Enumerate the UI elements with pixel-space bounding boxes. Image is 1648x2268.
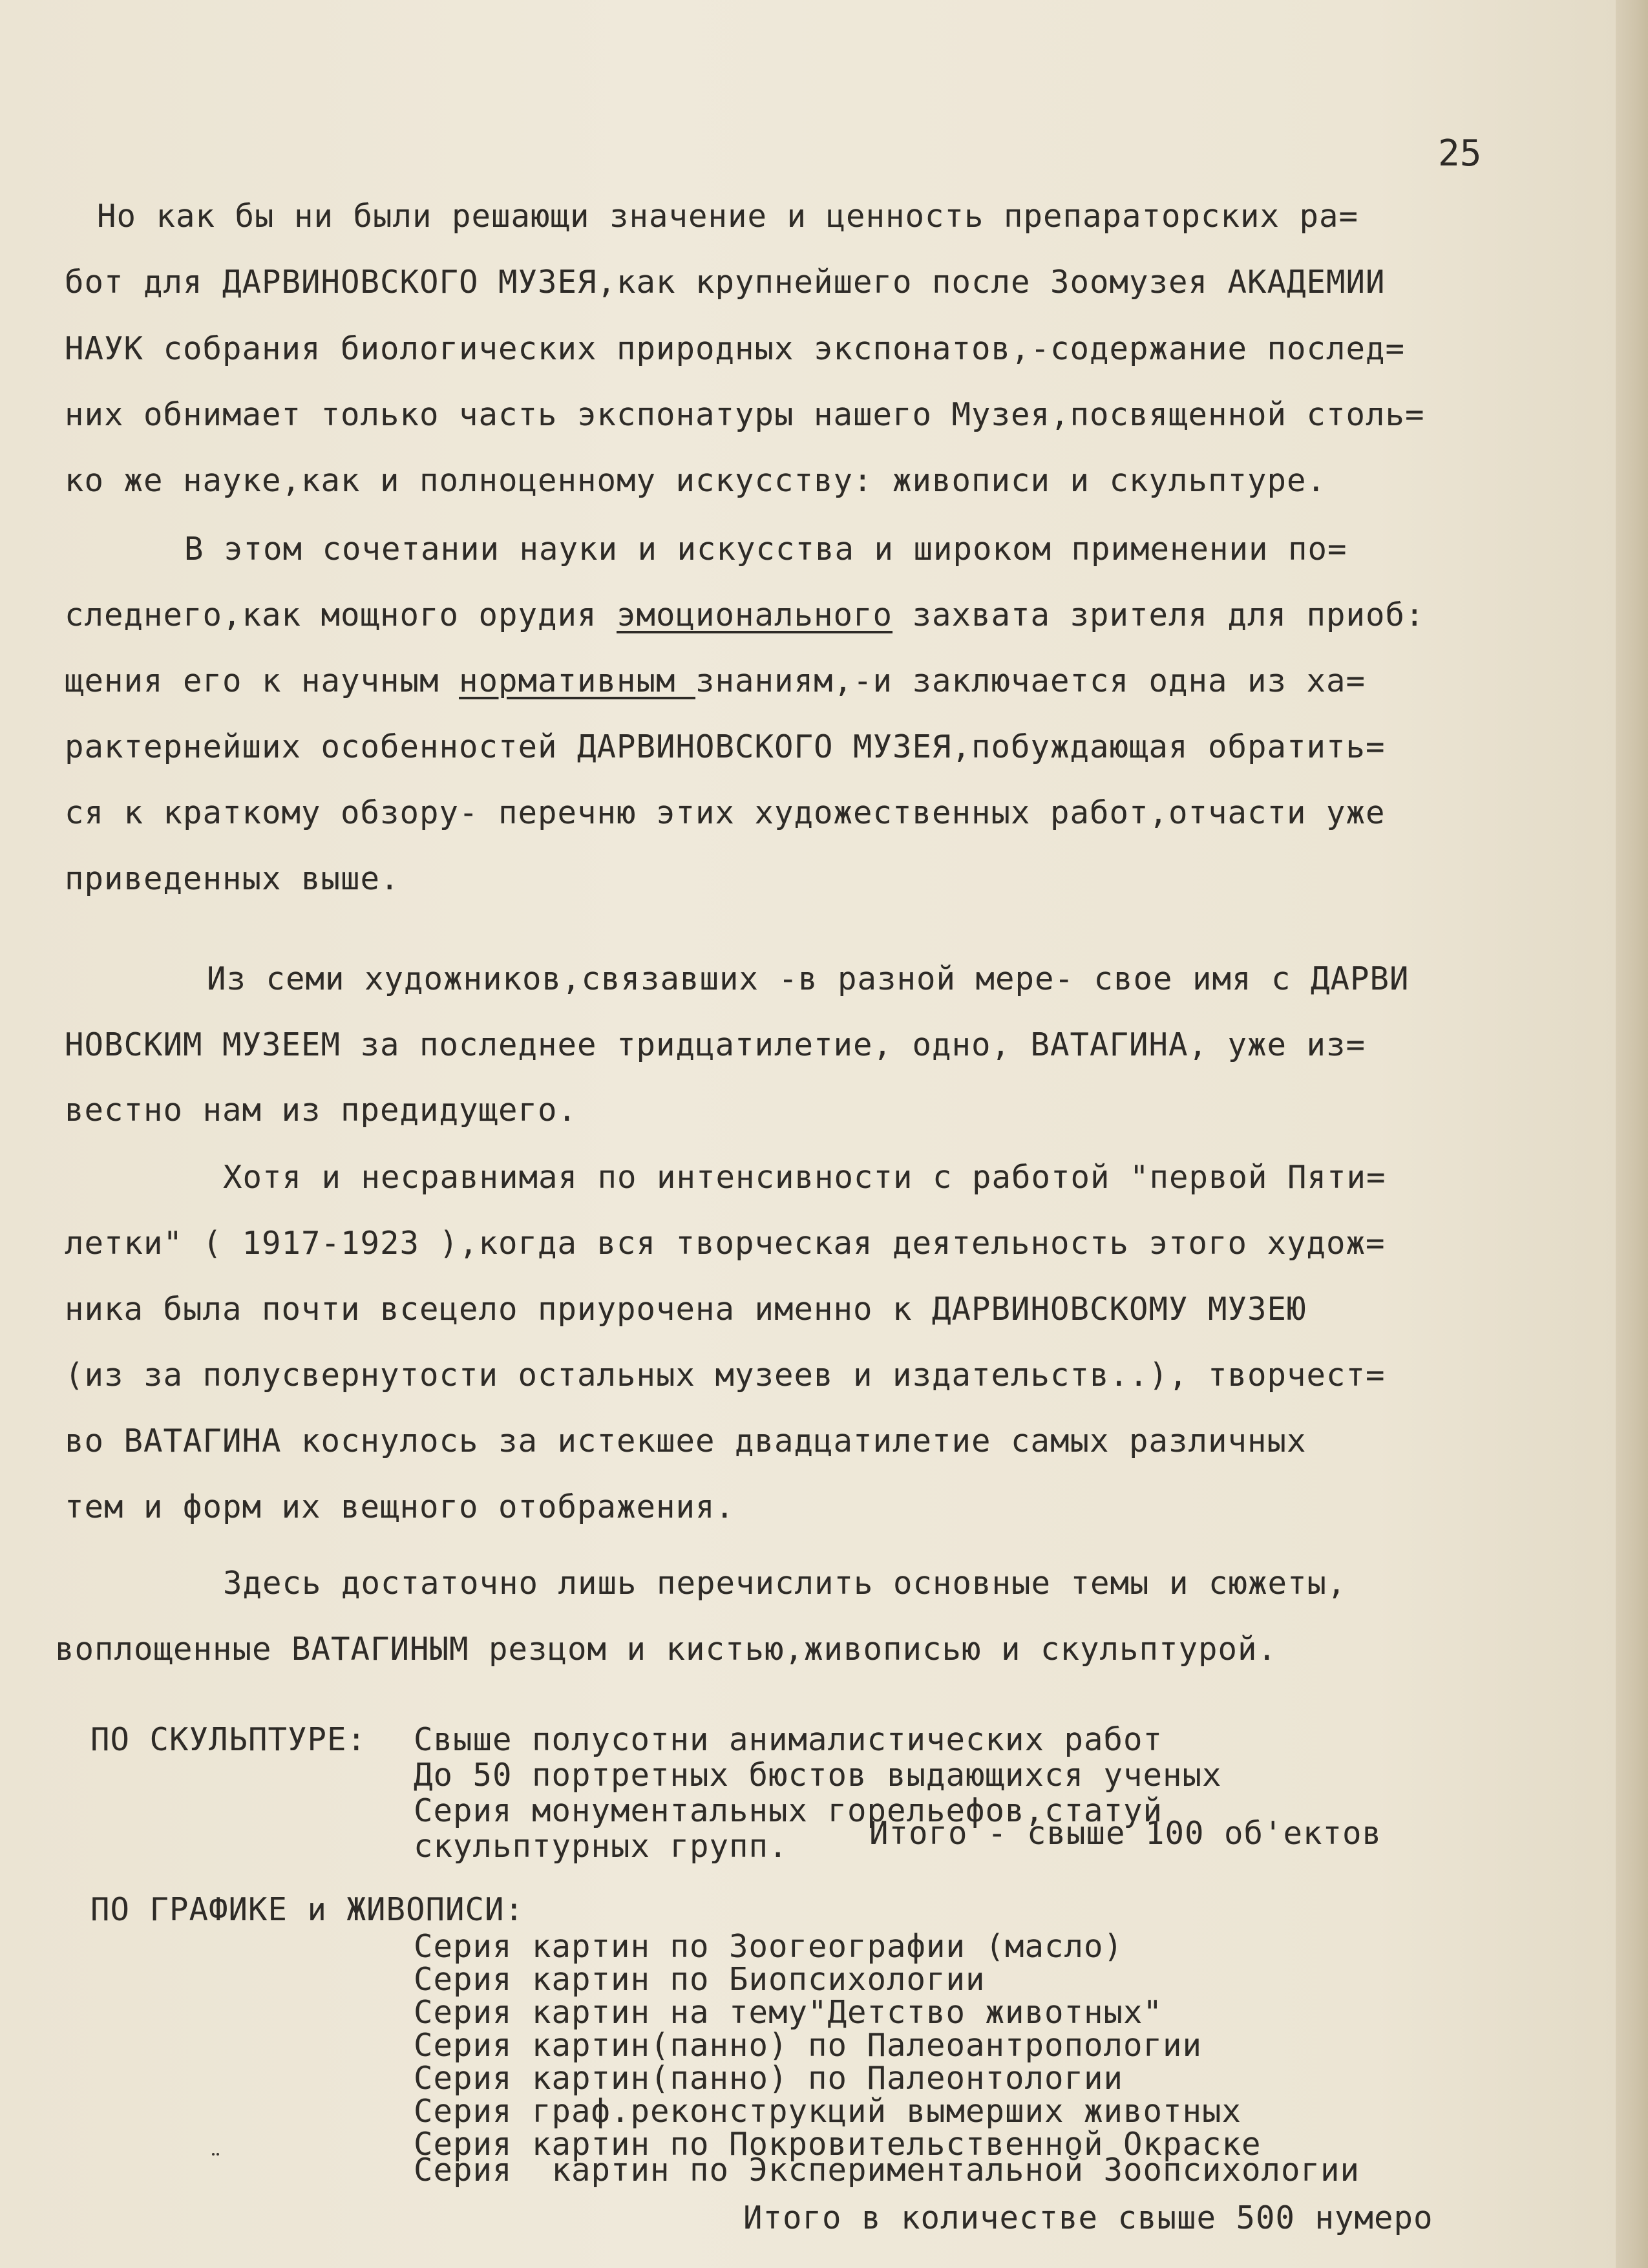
graphics-item: Серия картин по Зоогеографии (масло): [414, 1928, 1124, 1965]
graphics-item: Серия картин(панно) по Палеонтологии: [414, 2060, 1124, 2097]
text-line: Хотя и несравнимая по интенсивности с работой "первой Пяти=: [223, 1159, 1386, 1196]
text-line: бот для ДАРВИНОВСКОГО МУЗЕЯ,как крупнейшего после Зоомузея АКАДЕМИИ: [65, 264, 1386, 301]
text-line: рактернейших особенностей ДАРВИНОВСКОГО МУЗЕЯ,побуждающая обратить=: [65, 728, 1386, 765]
text-line: во ВАТАГИНА коснулось за истекшее двадцатилетие самых различных: [65, 1423, 1307, 1459]
text-line: вестно нам из предидущего.: [65, 1092, 578, 1129]
text-line: них обнимает только часть экспонатуры нашего Музея,посвященной столь=: [65, 396, 1425, 433]
text-line: Здесь достаточно лишь перечислить основные темы и сюжеты,: [223, 1565, 1347, 1602]
text-line: Из семи художников,связавших -в разной мере- свое имя с ДАРВИ: [207, 960, 1410, 997]
text-line: летки" ( 1917-1923 ),когда вся творческая деятельность этого худож=: [65, 1225, 1386, 1262]
text-line: В этом сочетании науки и искусства и широком применении по=: [184, 531, 1347, 567]
text-line: НОВСКИМ МУЗЕЕМ за последнее тридцатилетие, одно, ВАТАГИНА, уже из=: [65, 1026, 1366, 1063]
text-segment: щения его к научным: [65, 662, 460, 699]
text-line: Но как бы ни были решающи значение и ценность препараторских ра=: [97, 198, 1359, 235]
sculpture-item: Свыше полусотни анималистических работ: [414, 1721, 1163, 1758]
sculpture-item: скульптурных групп.: [414, 1828, 788, 1865]
graphics-item: Серия картин на тему"Детство животных": [414, 1994, 1163, 2031]
text-segment: знаниям,-и заключается одна из ха=: [695, 662, 1366, 699]
text-line: ника была почти всецело приурочена именно к ДАРВИНОВСКОМУ МУЗЕЮ: [65, 1291, 1307, 1328]
ink-speck: [212, 2146, 231, 2151]
graphics-total: Итого в количестве свыше 500 нумеро: [743, 2199, 1433, 2236]
text-line: (из за полусвернутости остальных музеев и издательств..), творчест=: [65, 1357, 1386, 1394]
sculpture-item: До 50 портретных бюстов выдающихся ученых: [414, 1757, 1222, 1794]
text-line: ко же науке,как и полноценному искусству: живописи и скульптуре.: [65, 462, 1327, 499]
text-line: тем и форм их вещного отображения.: [65, 1489, 735, 1525]
text-line: ся к краткому обзору- перечню этих художественных работ,отчасти уже: [65, 794, 1386, 831]
sculpture-heading: ПО СКУЛЬПТУРЕ:: [90, 1721, 367, 1758]
graphics-heading: ПО ГРАФИКЕ и ЖИВОПИСИ:: [90, 1891, 525, 1928]
graphics-item: Серия граф.реконструкций вымерших животных: [414, 2093, 1242, 2130]
text-line: воплощенные ВАТАГИНЫМ резцом и кистью,живописью и скульптурой.: [55, 1631, 1278, 1668]
graphics-item: Серия картин по Биопсихологии: [414, 1961, 986, 1998]
text-segment: захвата зрителя для приоб:: [893, 597, 1425, 633]
graphics-item: Серия картин по Экспериментальной Зоопсихологии: [414, 2152, 1360, 2189]
underlined-word: эмоционального: [617, 597, 893, 633]
underlined-word: нормативным: [459, 662, 696, 699]
text-line: НАУК собрания биологических природных экспонатов,-содержание послед=: [65, 330, 1406, 367]
text-segment: следнего,как мощного орудия: [65, 597, 617, 633]
text-line: приведенных выше.: [65, 860, 400, 897]
sculpture-item: Серия монументальных горельефов,статуй: [414, 1792, 1163, 1829]
page-number: 25: [1438, 132, 1482, 175]
sculpture-total: Итого - свыше 100 об'ектов: [869, 1815, 1382, 1852]
paper-edge: [1616, 0, 1648, 2268]
graphics-item: Серия картин по Покровительственной Окраске: [414, 2126, 1262, 2163]
graphics-item: Серия картин(панно) по Палеоантропологии: [414, 2027, 1203, 2064]
text-line: [65, 662, 1366, 701]
text-line: [65, 596, 1425, 635]
